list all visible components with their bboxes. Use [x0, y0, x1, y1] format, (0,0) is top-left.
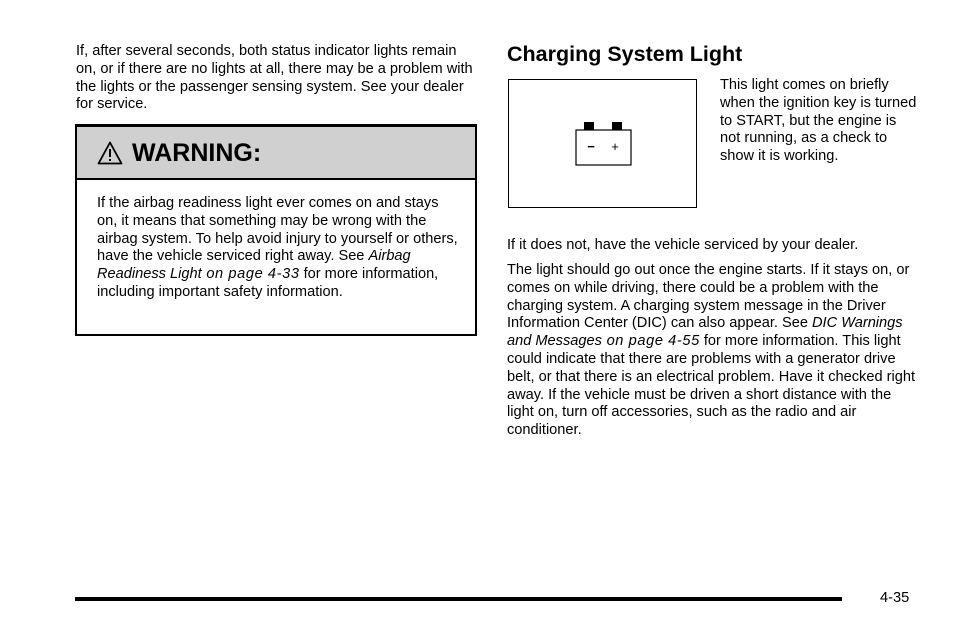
warning-body-text-end: for more information, including important safety information.	[97, 266, 439, 300]
reference-page: on page 4-33	[201, 266, 300, 283]
reference-title: Airbag Readiness Light	[97, 248, 411, 283]
warning-body	[97, 195, 459, 302]
warning-title: WARNING:	[132, 139, 262, 167]
intro-paragraph: If, after several seconds, both status indicator lights remain on, or if there are no lights at all, there may be a problem with the lights or the passenger sensing system. See your dealer for service.	[76, 43, 473, 113]
battery-minus-label: −	[587, 139, 595, 154]
warning-header	[77, 127, 475, 180]
warning-box	[75, 124, 477, 336]
page-number: 4-35	[880, 590, 910, 606]
go-out-text: The light should go out once the engine starts. If it stays on, or comes on while driving, there could be a problem with the charging system. A charging system message in the Driver Information Center (DIC) can also appear. See	[507, 262, 910, 332]
reference-title: DIC Warnings and Messages	[507, 315, 903, 350]
warning-body-text: If the airbag readiness light ever comes on and stays on, it means that something may be wrong with the airbag system. To help avoid injury to yourself or others, have the vehicle serviced right away. See	[97, 195, 458, 265]
service-if-not-lit: If it does not, have the vehicle serviced by your dealer.	[507, 237, 859, 253]
section-title: Charging System Light	[507, 42, 743, 66]
footer-rule	[75, 597, 842, 601]
go-out-paragraph	[507, 262, 917, 440]
reference-page: on page 4-55	[601, 333, 700, 350]
light-description: This light comes on briefly when the ignition key is turned to START, but the engine is not running, as a check to show it is working.	[720, 77, 917, 165]
battery-plus-label: +	[611, 139, 619, 154]
go-out-text-end: for more information. This light could indicate that there are problems with a generator drive belt, or that there is an electrical problem. Have it checked right away. If the vehicle must be driven a short distance with the light on, turn off accessories, such as the radio and air conditioner.	[507, 333, 916, 439]
warning-triangle-icon	[97, 141, 123, 165]
indicator-icon-frame	[508, 79, 697, 208]
battery-icon	[575, 120, 633, 167]
